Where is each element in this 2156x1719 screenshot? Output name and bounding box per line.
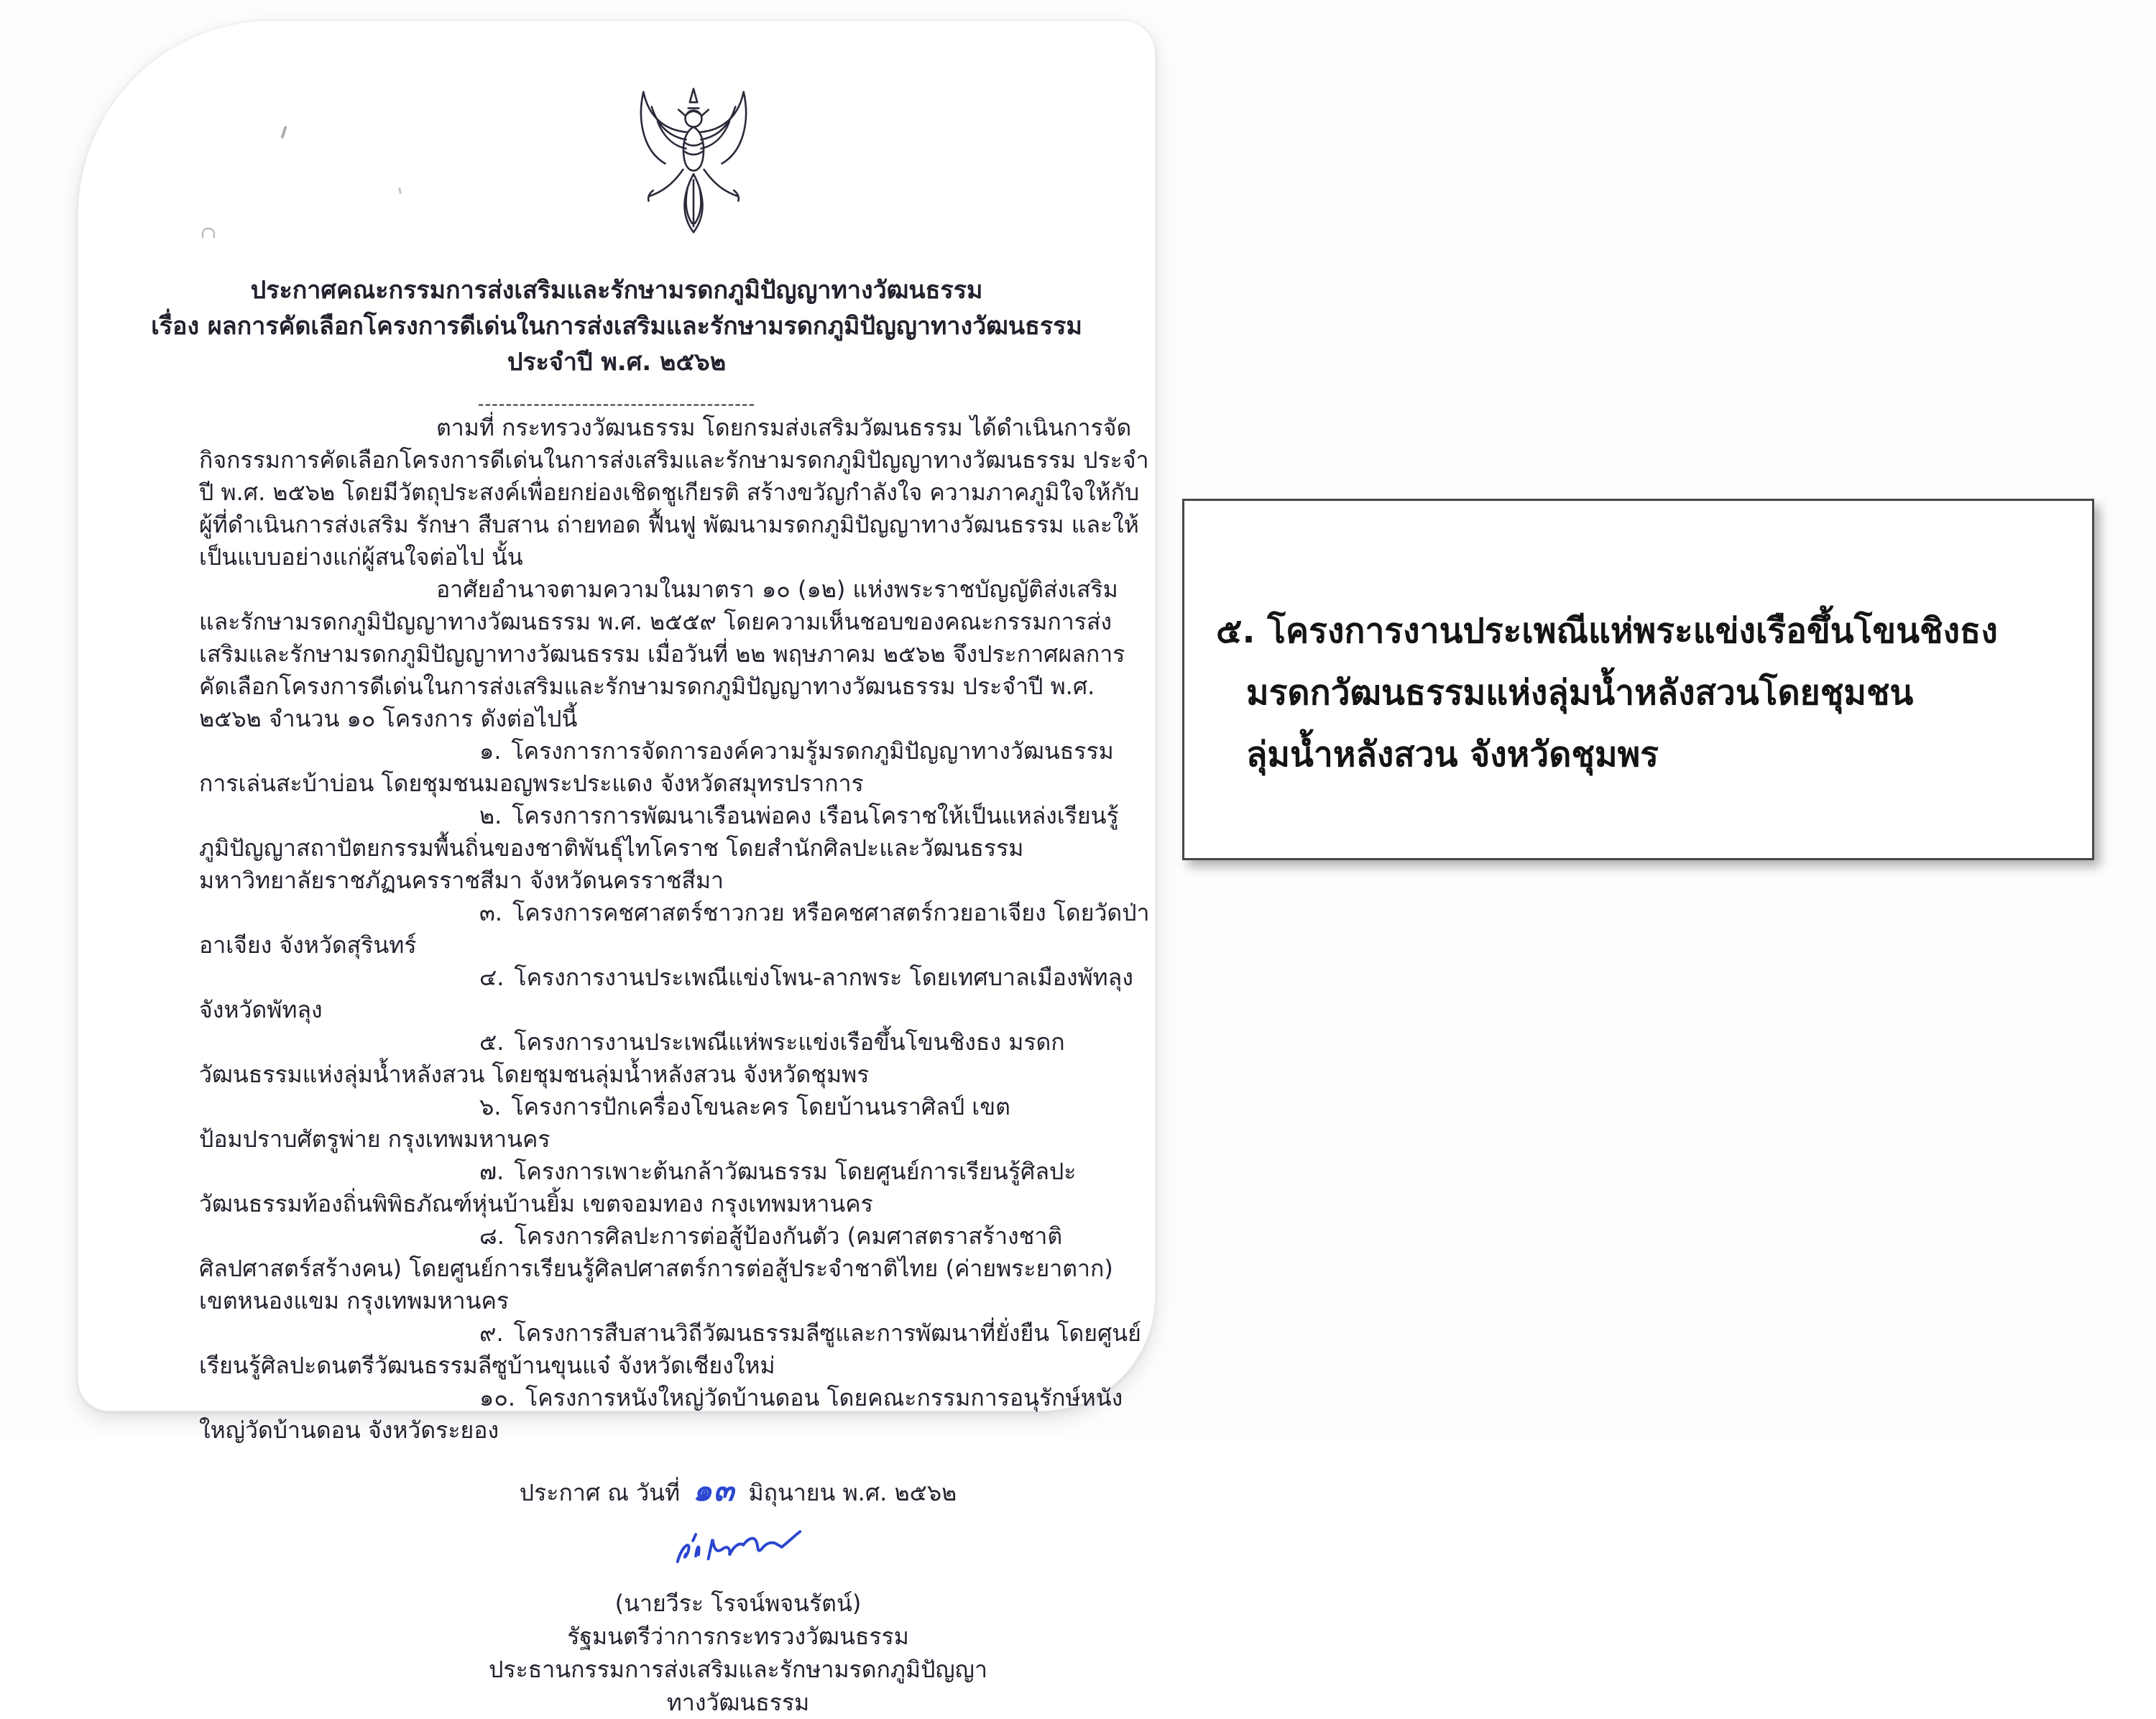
item-number: ๔. bbox=[479, 964, 505, 991]
date-prefix: ประกาศ ณ วันที่ bbox=[519, 1479, 681, 1506]
doc-title-line-1: ประกาศคณะกรรมการส่งเสริมและรักษามรดกภูมิปัญญาทางวัฒนธรรม bbox=[250, 276, 983, 305]
doc-title-line-2: เรื่อง ผลการคัดเลือกโครงการดีเด่นในการส่งเสริมและรักษามรดกภูมิปัญญาทางวัฒนธรรม bbox=[151, 312, 1082, 341]
signatory-name: (นายวีระ โรจน์พจนรัตน์) bbox=[614, 1590, 862, 1617]
item-number: ๓. bbox=[479, 899, 503, 926]
callout-line-2: มรดกวัฒนธรรมแห่งลุ่มน้ำหลังสวนโดยชุมชน bbox=[1246, 673, 1914, 713]
document-page bbox=[78, 20, 1156, 1716]
item-number: ๑๐. bbox=[479, 1384, 516, 1411]
list-item bbox=[199, 897, 1152, 962]
item-text: โครงการการจัดการองค์ความรู้มรดกภูมิปัญญาทางวัฒนธรรมการเล่นสะบ้าบ่อน โดยชุมชนมอญพระประแดง จังหวัดสมุทรปราการ bbox=[199, 737, 1114, 797]
item-number: ๕. bbox=[479, 1028, 505, 1056]
item-number: ๑. bbox=[479, 737, 502, 765]
list-item bbox=[199, 1317, 1152, 1382]
item-text: โครงการสืบสานวิถีวัฒนธรรมลีซูและการพัฒนาที่ยั่งยืน โดยศูนย์เรียนรู้ศิลปะดนตรีวัฒนธรรมลีซูบ้านขุนแจ๋ จังหวัดเชียงใหม่ bbox=[199, 1319, 1141, 1379]
list-item bbox=[199, 1156, 1152, 1220]
paragraph-2: อาศัยอำนาจตามความในมาตรา ๑๐ (๑๒) แห่งพระราชบัญญัติส่งเสริมและรักษามรดกภูมิปัญญาทางวัฒนธรรม พ.ศ. ๒๕๕๙ โดยความเห็นชอบของคณะกรรมการส่งเสริมและรักษามรดกภูมิปัญญาทางวัฒนธรรม เมื่อวันที่ ๒๒ พฤษภาคม ๒๕๖๒ จึงประกาศผลการคัดเลือกโครงการดีเด่นในการส่งเสริมและรักษามรดกภูมิปัญญาทางวัฒนธรรม ประจำปี พ.ศ. ๒๕๖๒ จำนวน ๑๐ โครงการ ดังต่อไปนี้ bbox=[199, 576, 1125, 732]
item-number: ๒. bbox=[479, 802, 502, 829]
list-item bbox=[199, 1026, 1152, 1091]
separator-dashes: ---------------------------------------- bbox=[477, 394, 756, 414]
zoom-callout-box bbox=[1182, 499, 2094, 860]
item-text: โครงการคชศาสตร์ชาวกวย หรือคชศาสตร์กวยอาเจียง โดยวัดป่าอาเจียง จังหวัดสุรินทร์ bbox=[199, 899, 1150, 959]
callout-line-3: ลุ่มน้ำหลังสวน จังหวัดชุมพร bbox=[1246, 734, 1659, 775]
list-item bbox=[199, 735, 1152, 800]
callout-line-1: ๕. โครงการงานประเพณีแห่พระแข่งเรือขึ้นโขนชิงธง bbox=[1216, 611, 1998, 651]
garuda-emblem-icon bbox=[619, 83, 768, 261]
item-text: โครงการศิลปะการต่อสู้ป้องกันตัว (คมศาสตราสร้างชาติ ศิลปศาสตร์สร้างคน) โดยศูนย์การเรียนรู้ศิลปศาสตร์การต่อสู้ประจำชาติไทย (ค่ายพระยาตาก) เขตหนองแขม กรุงเทพมหานคร bbox=[199, 1222, 1113, 1314]
scan-mark bbox=[280, 126, 287, 139]
item-text: โครงการงานประเพณีแข่งโพน-ลากพระ โดยเทศบาลเมืองพัทลุง จังหวัดพัทลุง bbox=[199, 964, 1133, 1023]
item-text: โครงการปักเครื่องโขนละคร โดยบ้านนราศิลป์ เขตป้อมปราบศัตรูพ่าย กรุงเทพมหานคร bbox=[199, 1093, 1010, 1153]
item-number: ๘. bbox=[479, 1222, 505, 1250]
list-item bbox=[199, 1220, 1152, 1317]
signature-block bbox=[479, 1509, 997, 1719]
item-number: ๗. bbox=[479, 1158, 505, 1185]
callout-text bbox=[1184, 501, 2092, 785]
handwritten-day: ๑๓ bbox=[693, 1473, 736, 1508]
signatory-title-2: ประธานกรรมการส่งเสริมและรักษามรดกภูมิปัญญาทางวัฒนธรรม bbox=[489, 1656, 987, 1716]
signature-scribble-icon bbox=[672, 1525, 805, 1578]
list-item bbox=[199, 800, 1152, 897]
scan-mark bbox=[202, 228, 215, 238]
scan-mark bbox=[398, 188, 402, 194]
document-body bbox=[199, 412, 1152, 1719]
list-item bbox=[199, 1382, 1152, 1447]
item-number: ๖. bbox=[479, 1093, 502, 1120]
document-header bbox=[78, 272, 1155, 422]
item-number: ๙. bbox=[479, 1319, 504, 1347]
paragraph-1: ตามที่ กระทรวงวัฒนธรรม โดยกรมส่งเสริมวัฒนธรรม ได้ดำเนินการจัดกิจกรรมการคัดเลือกโครงการดีเด่นในการส่งเสริมและรักษามรดกภูมิปัญญาทางวัฒนธรรม ประจำปี พ.ศ. ๒๕๖๒ โดยมีวัตถุประสงค์เพื่อยกย่องเชิดชูเกียรติ สร้างขวัญกำลังใจ ความภาคภูมิใจให้กับผู้ที่ดำเนินการส่งเสริม รักษา สืบสาน ถ่ายทอด ฟื้นฟู พัฒนามรดกภูมิปัญญาทางวัฒนธรรม และให้เป็นแบบอย่างแก่ผู้สนใจต่อไป นั้น bbox=[199, 414, 1149, 571]
item-text: โครงการงานประเพณีแห่พระแข่งเรือขึ้นโขนชิงธง มรดกวัฒนธรรมแห่งลุ่มน้ำหลังสวน โดยชุมชนลุ่มน้ำหลังสวน จังหวัดชุมพร bbox=[199, 1028, 1065, 1088]
item-text: โครงการการพัฒนาเรือนพ่อคง เรือนโคราชให้เป็นแหล่งเรียนรู้ภูมิปัญญาสถาปัตยกรรมพื้นถิ่นของชาติพันธุ์ไทโคราช โดยสำนักศิลปะและวัฒนธรรม มหาวิทยาลัยราชภัฏนครราชสีมา จังหวัดนครราชสีมา bbox=[199, 802, 1119, 894]
item-text: โครงการหนังใหญ่วัดบ้านดอน โดยคณะกรรมการอนุรักษ์หนังใหญ่วัดบ้านดอน จังหวัดระยอง bbox=[199, 1384, 1123, 1444]
date-suffix: มิถุนายน พ.ศ. ๒๕๖๒ bbox=[748, 1479, 957, 1506]
date-line bbox=[479, 1474, 997, 1509]
signatory-title-1: รัฐมนตรีว่าการกระทรวงวัฒนธรรม bbox=[567, 1623, 909, 1650]
list-item bbox=[199, 962, 1152, 1026]
doc-title-line-3: ประจำปี พ.ศ. ๒๕๖๒ bbox=[507, 348, 727, 377]
item-text: โครงการเพาะต้นกล้าวัฒนธรรม โดยศูนย์การเรียนรู้ศิลปะวัฒนธรรมท้องถิ่นพิพิธภัณฑ์หุ่นบ้านยิ้ม เขตจอมทอง กรุงเทพมหานคร bbox=[199, 1158, 1077, 1217]
list-item bbox=[199, 1091, 1152, 1156]
